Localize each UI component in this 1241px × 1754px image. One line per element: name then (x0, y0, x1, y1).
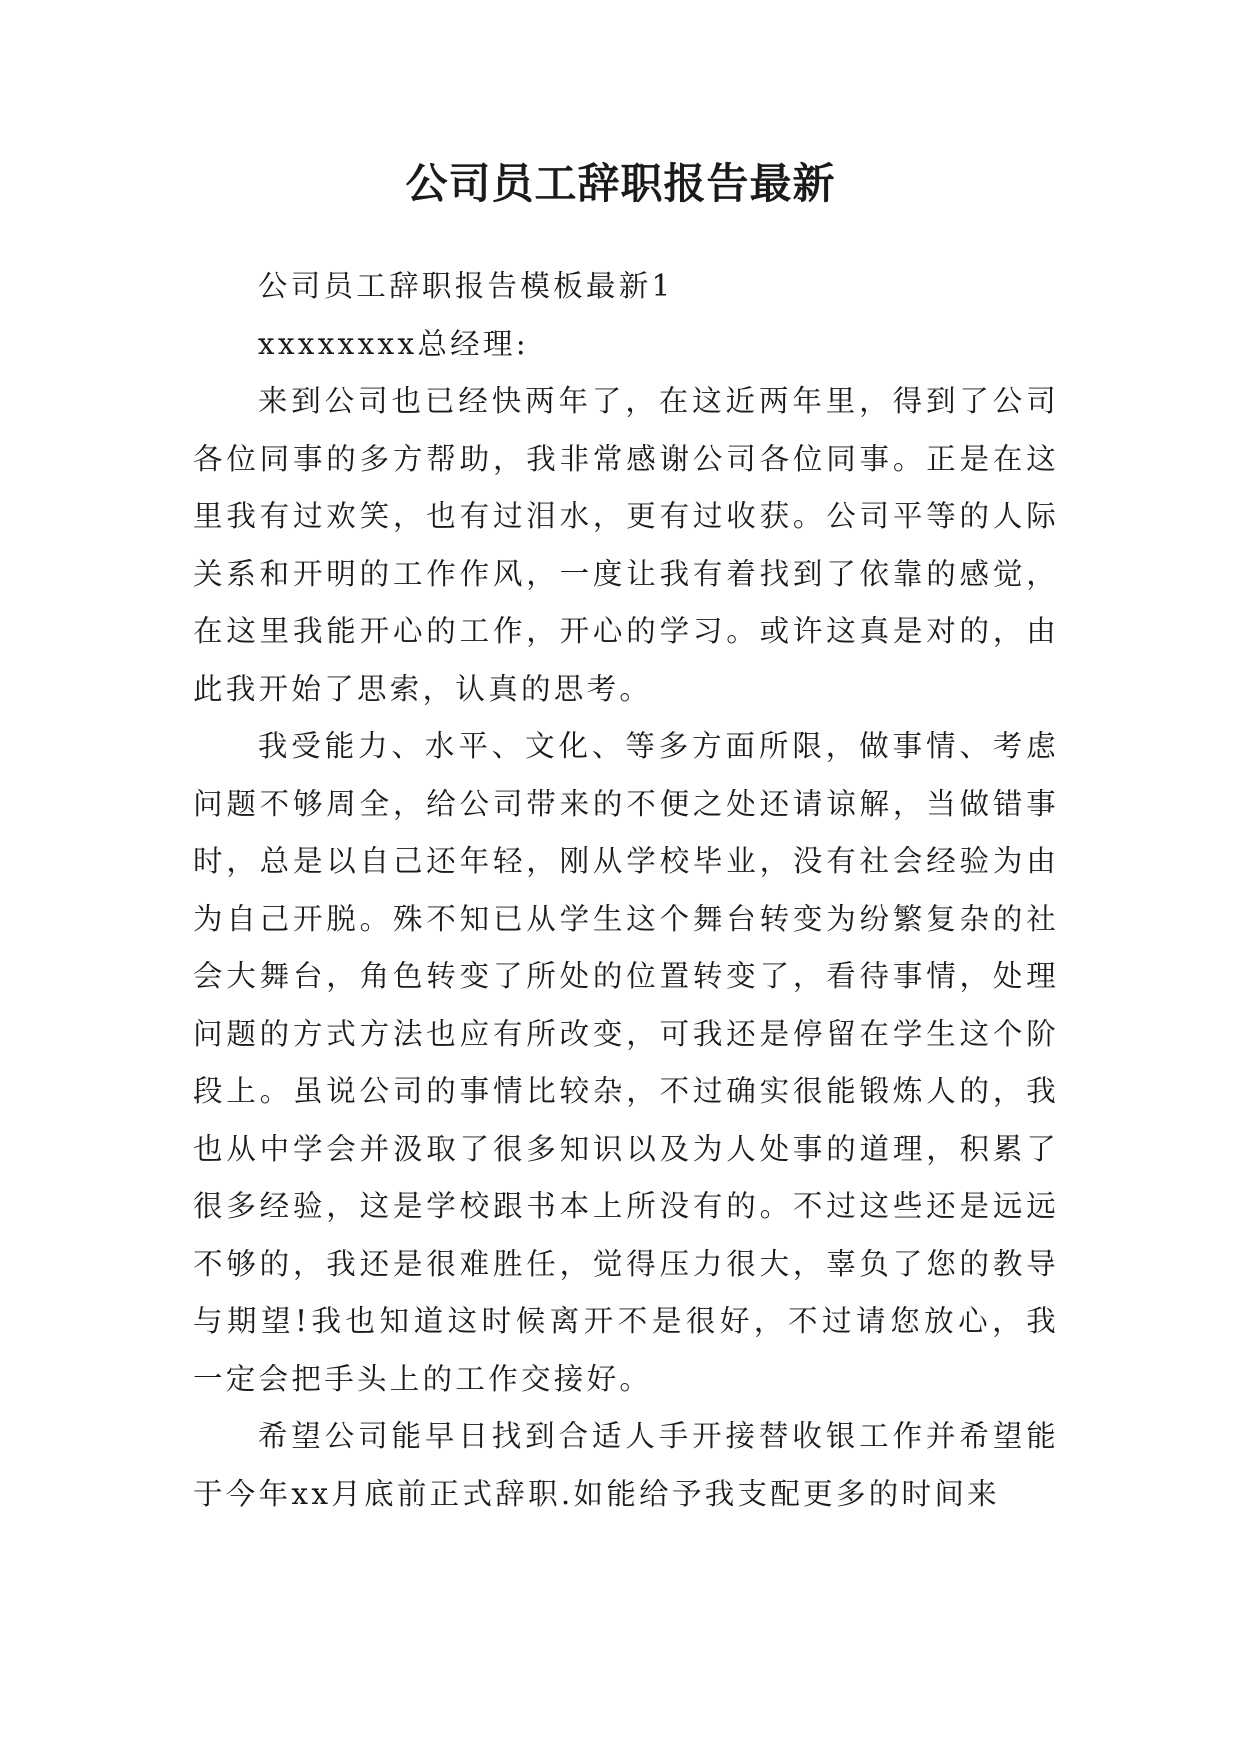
paragraph: 来到公司也已经快两年了，在这近两年里，得到了公司各位同事的多方帮助，我非常感谢公司各位同事。正是在这里我有过欢笑，也有过泪水，更有过收获。公司平等的人际关系和开明的工作作风，一度让我有着找到了依靠的感觉，在这里我能开心的工作，开心的学习。或许这真是对的，由此我开始了思索，认真的思考。 (193, 384, 1059, 706)
paragraph-salutation: xxxxxxxx总经理: (257, 326, 530, 361)
document-title: 公司员工辞职报告最新 (405, 159, 836, 208)
paragraph: 我受能力、水平、文化、等多方面所限，做事情、考虑问题不够周全，给公司带来的不便之处还请谅解，当做错事时，总是以自己还年轻，刚从学校毕业，没有社会经验为由为自己开脱。殊不知已从学生这个舞台转变为纷繁复杂的社会大舞台，角色转变了所处的位置转变了，看待事情，处理问题的方式方法也应有所改变，可我还是停留在学生这个阶段上。虽说公司的事情比较杂，不过确实很能锻炼人的，我也从中学会并汲取了很多知识以及为人处事的道理，积累了很多经验，这是学校跟书本上所没有的。不过这些还是远远不够的，我还是很难胜任，觉得压力很大，辜负了您的教导与期望!我也知道这时候离开不是很好，不过请您放心，我一定会把手头上的工作交接好。 (193, 729, 1059, 1396)
paragraph: 希望公司能早日找到合适人手开接替收银工作并希望能于今年xx月底前正式辞职.如能给予我支配更多的时间来 (193, 1419, 1059, 1511)
paragraph-heading: 公司员工辞职报告模板最新1 (257, 269, 674, 303)
document-body (193, 258, 1059, 1523)
